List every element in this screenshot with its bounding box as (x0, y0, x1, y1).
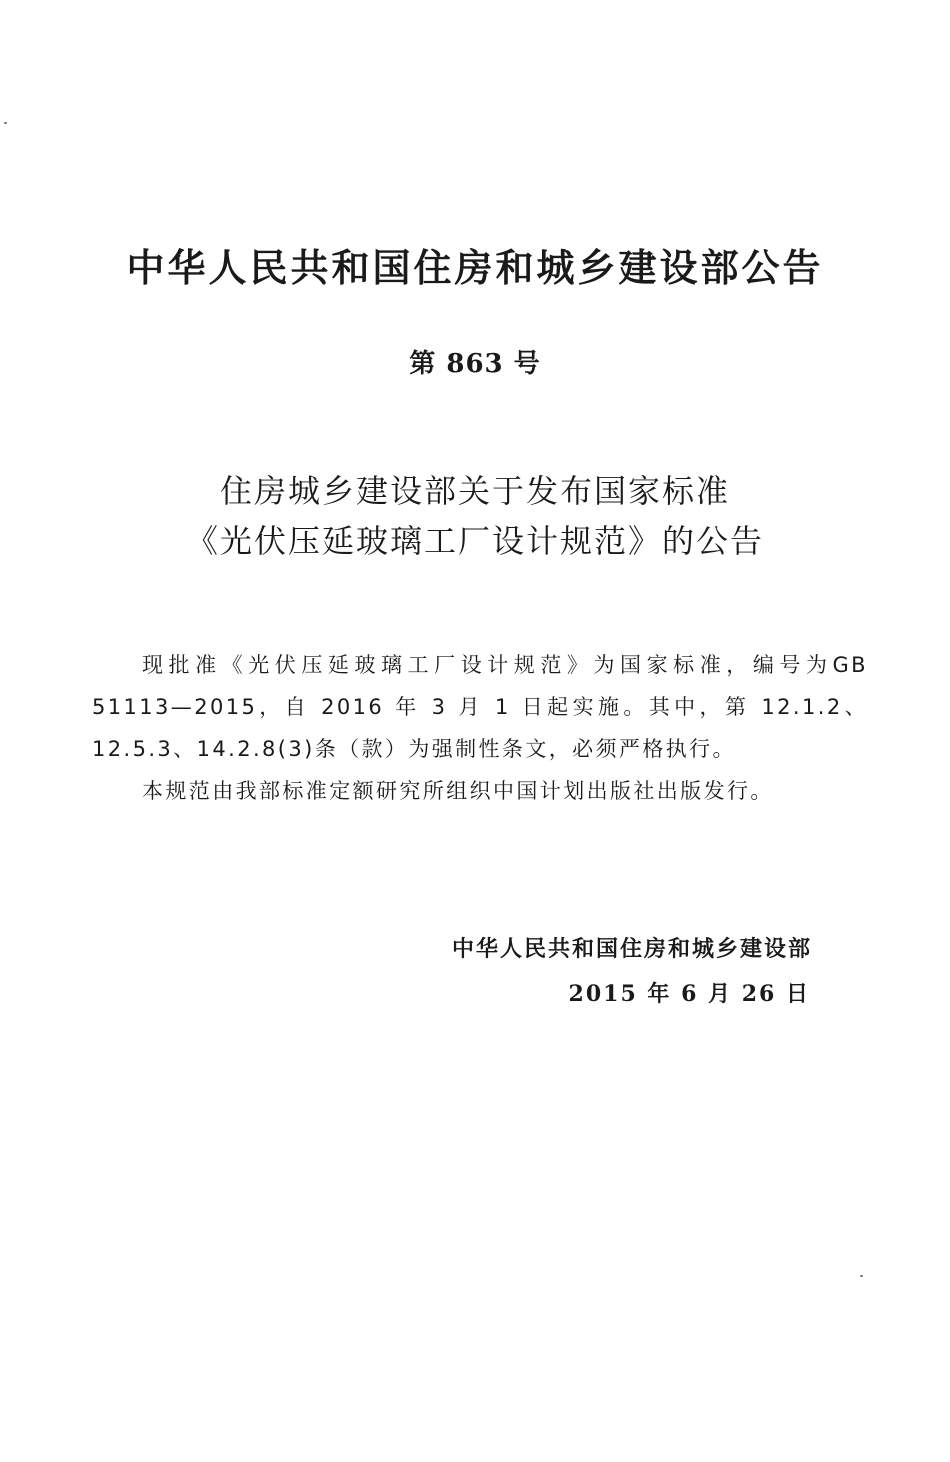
announcement-number: 第 863 号 (409, 349, 541, 379)
body-paragraph-publication: 本规范由我部标准定额研究所组织中国计划出版社出版发行。 (142, 779, 774, 803)
announcement-body (92, 644, 868, 812)
scan-speck (860, 1275, 863, 1277)
issue-date: 2015 年 6 月 26 日 (568, 981, 810, 1007)
subtitle-line-2: 《光伏压延玻璃工厂设计规范》的公告 (185, 522, 764, 560)
body-paragraph-approval: 现批准《光伏压延玻璃工厂设计规范》为国家标准，编号为GB 51113—2015，自 2016 年 3 月 1 日起实施。其中，第 12.1.2、12.5.3、14.2.8(3)条（款）为强制性条文，必须严格执行。 (92, 653, 868, 761)
announcement-subtitle (0, 466, 950, 566)
scan-speck (4, 122, 7, 124)
announcement-title: 中华人民共和国住房和城乡建设部公告 (126, 246, 824, 290)
issuer-signature: 中华人民共和国住房和城乡建设部 (451, 937, 812, 962)
subtitle-line-1: 住房城乡建设部关于发布国家标准 (219, 472, 730, 510)
